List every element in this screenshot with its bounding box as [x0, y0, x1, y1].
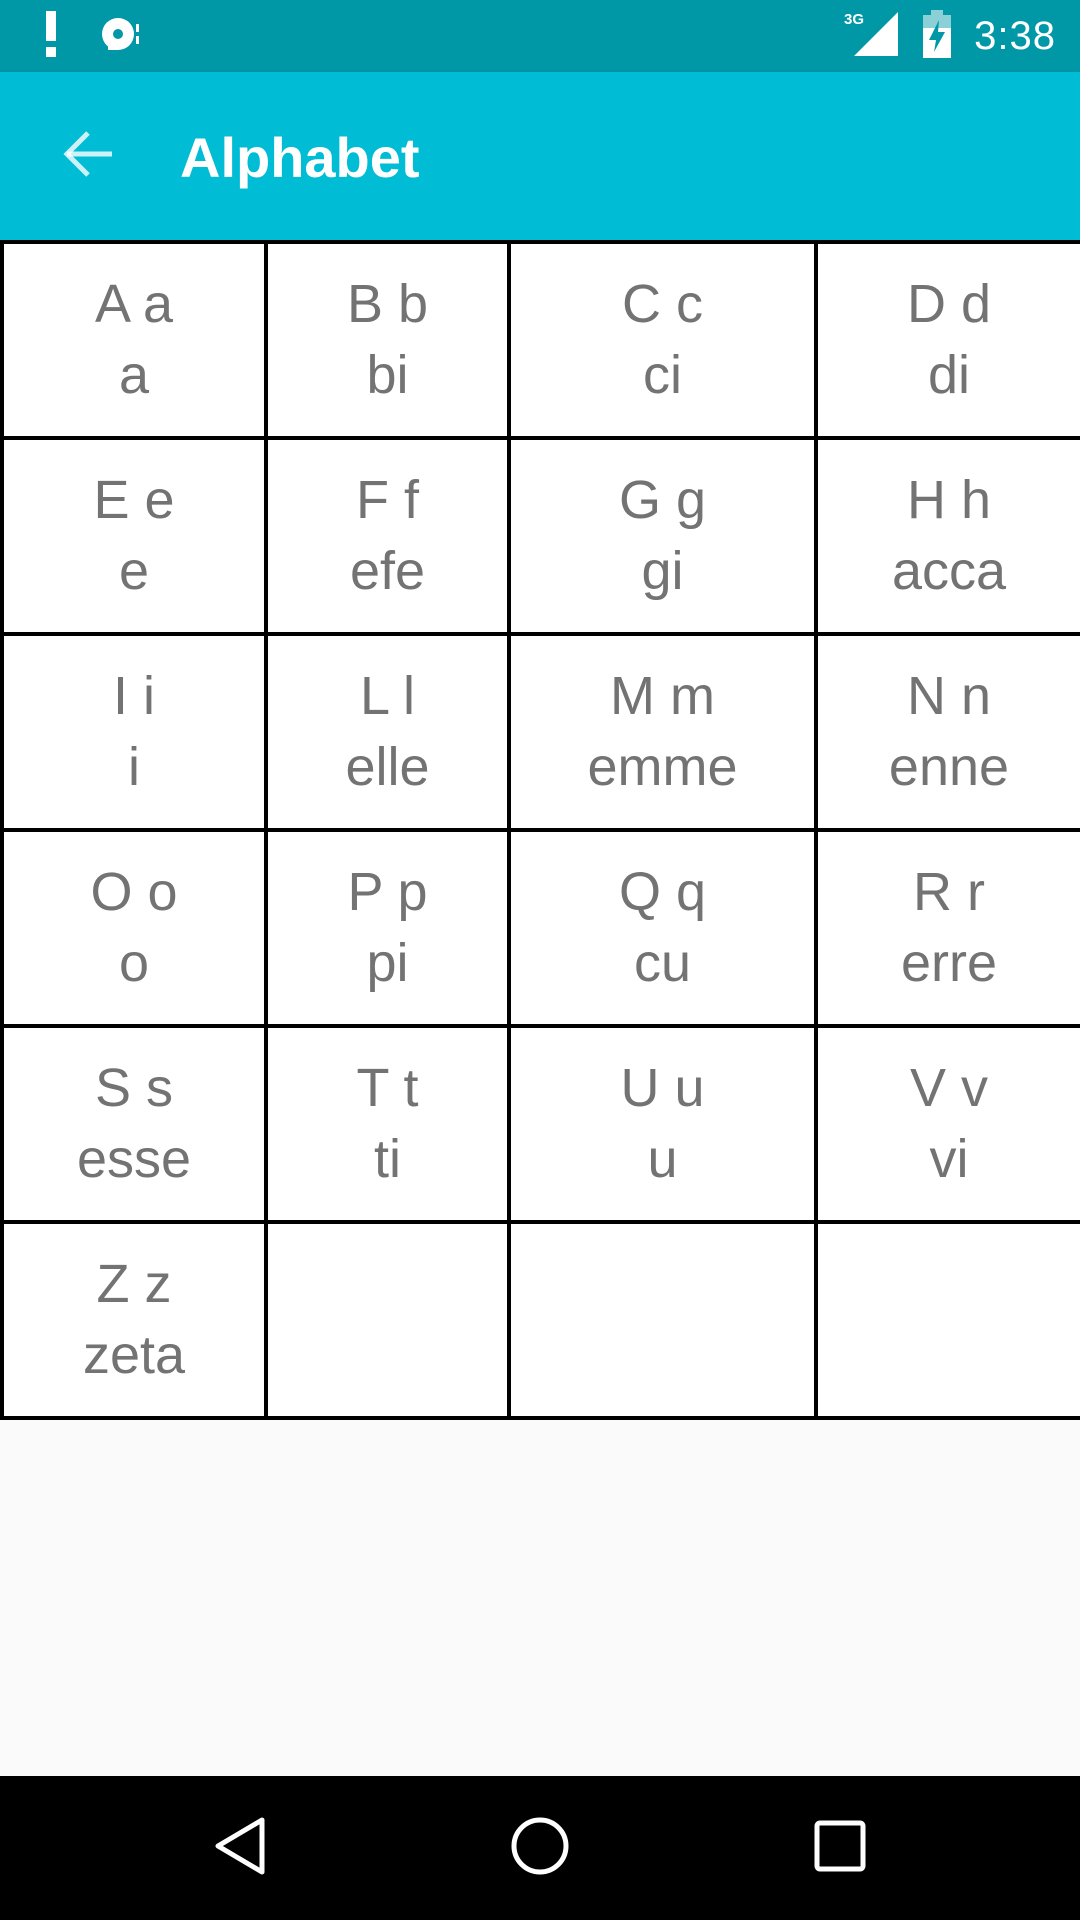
letter-cell-c[interactable]: [509, 242, 816, 438]
letter-pair: N n: [906, 666, 992, 726]
letter-cell-b[interactable]: [266, 242, 509, 438]
letter-cell-n[interactable]: [816, 634, 1080, 830]
letter-pair: M m: [610, 666, 715, 726]
battery-charging-icon: [922, 10, 952, 63]
letter-pair: O o: [90, 862, 178, 922]
letter-pair: V v: [909, 1058, 989, 1118]
page-title: Alphabet: [180, 126, 420, 189]
empty-cell: [266, 1222, 509, 1418]
home-circle-icon: [510, 1816, 570, 1881]
app-bar: [0, 72, 1080, 240]
empty-cell: [816, 1222, 1080, 1418]
letter-cell-z[interactable]: [2, 1222, 266, 1418]
letter-cell-l[interactable]: [266, 634, 509, 830]
alphabet-grid: [0, 240, 1080, 1420]
letter-name: pi: [366, 933, 409, 993]
navigation-bar: [0, 1776, 1080, 1920]
letter-pair: E e: [93, 470, 175, 530]
letter-pair: P p: [347, 862, 428, 922]
letter-pair: Q q: [618, 862, 707, 922]
letter-cell-s[interactable]: [2, 1026, 266, 1222]
letter-name: e: [118, 541, 150, 601]
letter-name: di: [927, 345, 971, 405]
letter-pair: T t: [356, 1058, 419, 1118]
letter-name: esse: [76, 1129, 192, 1189]
letter-name: acca: [891, 541, 1007, 601]
letter-name: efe: [349, 541, 426, 601]
letter-cell-u[interactable]: [509, 1026, 816, 1222]
letter-cell-t[interactable]: [266, 1026, 509, 1222]
nav-home-button[interactable]: [496, 1804, 584, 1892]
letter-name: emme: [587, 737, 738, 797]
letter-name: enne: [888, 737, 1010, 797]
letter-name: u: [647, 1129, 678, 1189]
grid-row: [2, 830, 1080, 1026]
letter-name: zeta: [82, 1325, 186, 1385]
letter-pair: A a: [94, 274, 174, 334]
letter-name: ti: [374, 1129, 401, 1189]
letter-pair: L l: [359, 666, 416, 726]
letter-name: elle: [345, 737, 430, 797]
letter-cell-d[interactable]: [816, 242, 1080, 438]
nav-recents-button[interactable]: [796, 1804, 884, 1892]
letter-name: ci: [643, 345, 682, 405]
grid-row: [2, 242, 1080, 438]
status-bar: [0, 0, 1080, 72]
letter-cell-i[interactable]: [2, 634, 266, 830]
letter-pair: R r: [913, 862, 985, 922]
nav-back-button[interactable]: [196, 1804, 284, 1892]
letter-name: bi: [366, 345, 409, 405]
status-time: 3:38: [974, 13, 1056, 58]
letter-name: a: [118, 345, 150, 405]
letter-pair: Z z: [96, 1254, 172, 1314]
letter-cell-v[interactable]: [816, 1026, 1080, 1222]
arrow-back-icon: [62, 130, 114, 183]
back-button[interactable]: [40, 108, 136, 204]
notification-icons: [44, 12, 146, 60]
recents-square-icon: [814, 1820, 866, 1877]
system-icons: [844, 0, 1056, 72]
letter-pair: C c: [622, 274, 703, 334]
grid-row: [2, 634, 1080, 830]
letter-pair: H h: [906, 470, 992, 530]
alphabet-table: [0, 240, 1080, 1420]
letter-cell-f[interactable]: [266, 438, 509, 634]
letter-pair: D d: [906, 274, 992, 334]
letter-name: gi: [641, 541, 684, 601]
letter-pair: U u: [620, 1058, 705, 1118]
letter-pair: S s: [94, 1058, 174, 1118]
grid-row: [2, 1026, 1080, 1222]
empty-cell: [509, 1222, 816, 1418]
letter-name: vi: [929, 1129, 969, 1189]
disc-sync-icon: [100, 14, 146, 59]
letter-cell-r[interactable]: [816, 830, 1080, 1026]
letter-name: erre: [900, 933, 998, 993]
letter-cell-m[interactable]: [509, 634, 816, 830]
grid-row: [2, 1222, 1080, 1418]
letter-cell-g[interactable]: [509, 438, 816, 634]
letter-cell-e[interactable]: [2, 438, 266, 634]
letter-cell-h[interactable]: [816, 438, 1080, 634]
letter-pair: B b: [346, 274, 429, 334]
alert-icon: [44, 11, 58, 62]
letter-name: i: [128, 737, 140, 797]
letter-pair: I i: [112, 666, 155, 726]
letter-cell-q[interactable]: [509, 830, 816, 1026]
letter-cell-a[interactable]: [2, 242, 266, 438]
letter-pair: F f: [356, 470, 419, 530]
grid-row: [2, 438, 1080, 634]
cellular-signal-icon: [844, 10, 900, 63]
letter-cell-p[interactable]: [266, 830, 509, 1026]
letter-pair: G g: [618, 470, 707, 530]
network-type-label: 3G: [844, 10, 865, 28]
letter-cell-o[interactable]: [2, 830, 266, 1026]
letter-name: o: [118, 933, 150, 993]
back-triangle-icon: [212, 1816, 268, 1881]
letter-name: cu: [633, 933, 692, 993]
